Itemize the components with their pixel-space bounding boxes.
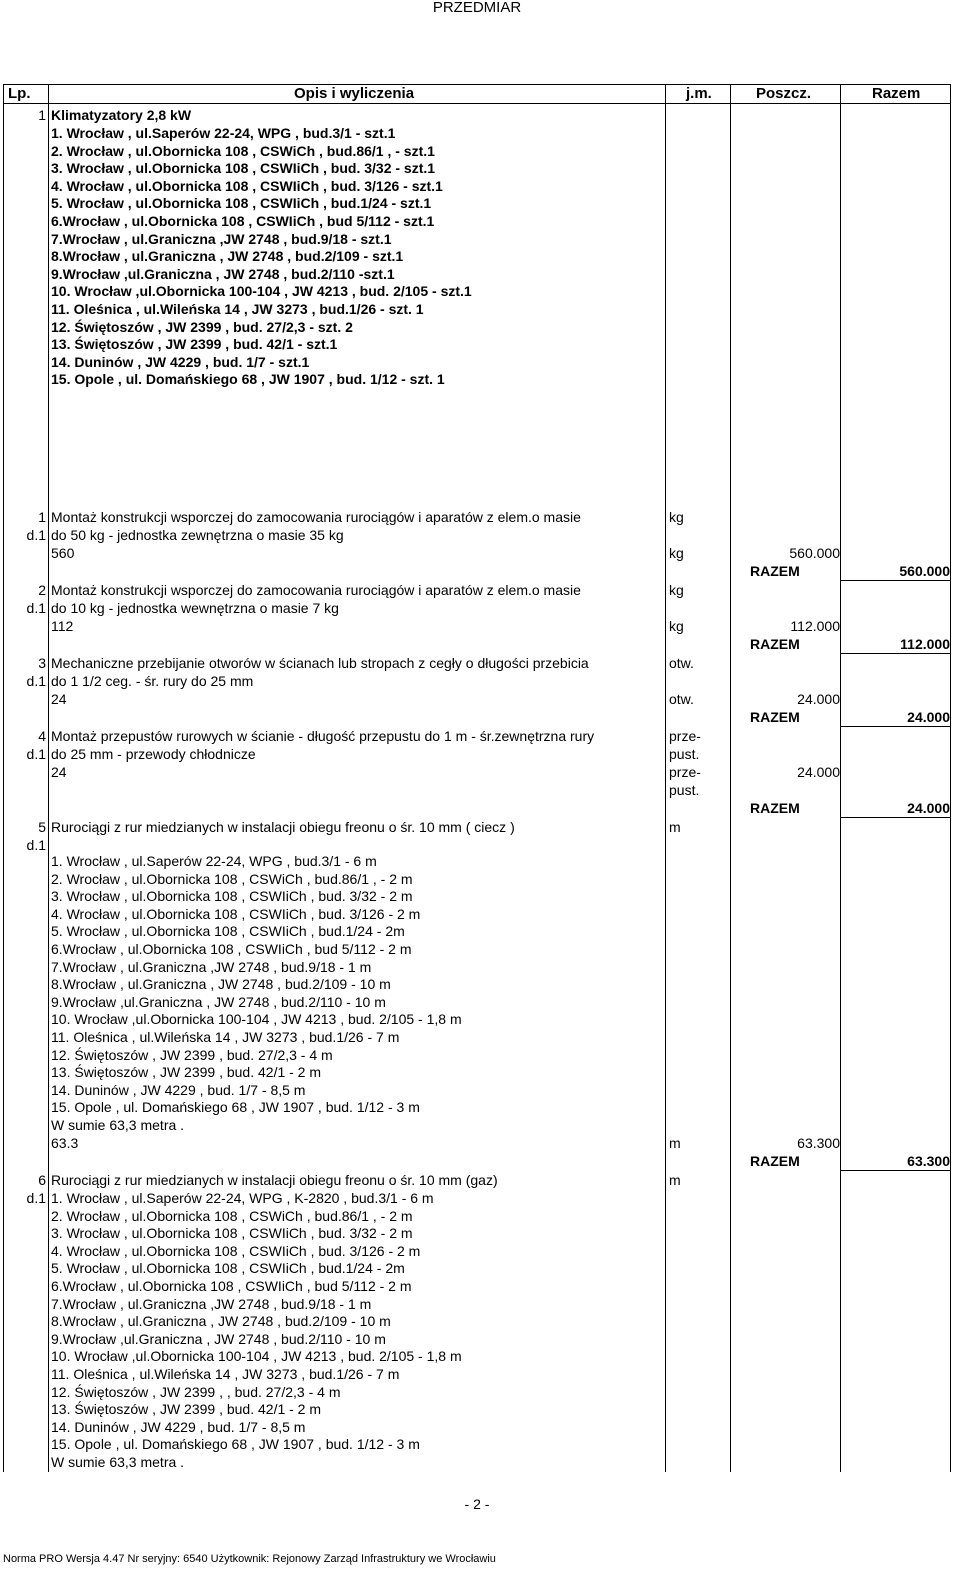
frame-left: [3, 84, 4, 1472]
item1-desc-line2: do 50 kg - jednostka zewnętrzna o masie 35 kg: [51, 527, 344, 543]
list-item: 12. Świętoszów , JW 2399 , bud. 27/2,3 - 4 m: [51, 1046, 333, 1063]
item3-razem: 24.000: [907, 709, 950, 725]
list-item: 9.Wrocław ,ul.Graniczna , JW 2748 , bud.2/110 - 10 m: [51, 1330, 386, 1347]
item1-razem-line: [840, 580, 950, 581]
list-item: 10. Wrocław ,ul.Obornicka 100-104 , JW 4213 , bud. 2/105 - 1,8 m: [51, 1011, 462, 1028]
list-item: W sumie 63,3 metra .: [51, 1453, 185, 1470]
item5-razem-line: [840, 1170, 950, 1171]
item2-sub: d.1: [26, 600, 46, 616]
item3-sub: d.1: [26, 673, 46, 689]
header-jm: j.m.: [686, 85, 712, 102]
item2-desc-line1: Montaż konstrukcji wsporczej do zamocowania rurociągów i aparatów z elem.o masie: [51, 582, 581, 598]
item3-calc: 24: [51, 691, 67, 707]
item1-razem-label: RAZEM: [750, 563, 800, 579]
item5-jm: m: [669, 819, 681, 835]
section1-list: [51, 125, 472, 389]
section1-title: Klimatyzatory 2,8 kW: [51, 107, 192, 123]
item5-lp: 5: [38, 819, 46, 835]
list-item: 63.3: [51, 1134, 79, 1151]
page-number: - 2 -: [464, 1496, 490, 1512]
list-item: 3. Wrocław , ul.Obornicka 108 , CSWIiCh , bud. 3/32 - szt.1: [51, 160, 436, 177]
item4-sub: d.1: [26, 746, 46, 762]
list-item: 8.Wrocław , ul.Graniczna , JW 2748 , bud.2/109 - 10 m: [51, 1313, 391, 1330]
list-item: 4. Wrocław , ul.Obornicka 108 , CSWIiCh , bud. 3/126 - 2 m: [51, 1242, 421, 1259]
list-item: 13. Świętoszów , JW 2399 , bud. 42/1 - 2 m: [51, 1401, 322, 1418]
list-item: 2. Wrocław , ul.Obornicka 108 , CSWiCh , bud.86/1 , - szt.1: [51, 142, 435, 159]
item5-poszcz: 63.300: [797, 1135, 840, 1151]
item4-desc-line1: Montaż przepustów rurowych w ścianie - długość przepustu do 1 m - śr.zewnętrzna rury: [51, 728, 595, 744]
list-item: 3. Wrocław , ul.Obornicka 108 , CSWIiCh , bud. 3/32 - 2 m: [51, 888, 413, 905]
list-item: 12. Świętoszów , JW 2399 , bud. 27/2,3 - szt. 2: [51, 318, 353, 335]
list-item: 13. Świętoszów , JW 2399 , bud. 42/1 - szt.1: [51, 336, 338, 353]
list-item: 1. Wrocław , ul.Saperów 22-24, WPG , K-2820 , bud.3/1 - 6 m: [51, 1190, 434, 1206]
list-item: 7.Wrocław , ul.Graniczna ,JW 2748 , bud.9/18 - 1 m: [51, 958, 372, 975]
item3-lp: 3: [38, 655, 46, 671]
list-item: 11. Oleśnica , ul.Wileńska 14 , JW 3273 , bud.1/26 - 7 m: [51, 1365, 400, 1382]
item1-poszcz: 560.000: [789, 545, 840, 561]
list-item: 10. Wrocław ,ul.Obornicka 100-104 , JW 4213 , bud. 2/105 - szt.1: [51, 283, 472, 300]
section1-lp: 1: [38, 107, 46, 123]
list-item: 10. Wrocław ,ul.Obornicka 100-104 , JW 4213 , bud. 2/105 - 1,8 m: [51, 1348, 462, 1365]
list-item: 8.Wrocław , ul.Graniczna , JW 2748 , bud.2/109 - szt.1: [51, 248, 404, 265]
item3-razem-line: [840, 726, 950, 727]
list-item: 5. Wrocław , ul.Obornicka 108 , CSWIiCh , bud.1/24 - 2m: [51, 1260, 405, 1277]
item4-calc: 24: [51, 764, 67, 780]
frame-lp: [48, 84, 49, 1472]
item3-calc-jm: otw.: [669, 691, 694, 707]
list-item: 14. Duninów , JW 4229 , bud. 1/7 - 8,5 m: [51, 1081, 306, 1098]
item3-poszcz: 24.000: [797, 691, 840, 707]
item5-title: Rurociągi z rur miedzianych w instalacji obiegu freonu o śr. 10 mm ( ciecz ): [51, 819, 515, 835]
item4-calc-jm2: pust.: [669, 782, 700, 798]
item6-lp: 6: [38, 1172, 46, 1188]
list-item: 2. Wrocław , ul.Obornicka 108 , CSWiCh , bud.86/1 , - 2 m: [51, 870, 413, 887]
item2-razem-label: RAZEM: [750, 636, 800, 652]
item4-razem: 24.000: [907, 800, 950, 816]
list-item: 9.Wrocław ,ul.Graniczna , JW 2748 , bud.2/110 - 10 m: [51, 993, 386, 1010]
item6-title: Rurociągi z rur miedzianych w instalacji obiegu freonu o śr. 10 mm (gaz): [51, 1172, 498, 1188]
item3-jm: otw.: [669, 655, 694, 671]
list-item: 7.Wrocław , ul.Graniczna ,JW 2748 , bud.9/18 - 1 m: [51, 1295, 372, 1312]
frame-desc: [665, 84, 666, 1472]
item1-calc: 560: [51, 545, 75, 561]
item5-list: [51, 853, 462, 1152]
list-item: 15. Opole , ul. Domańskiego 68 , JW 1907 , bud. 1/12 - 3 m: [51, 1436, 420, 1453]
item1-sub: d.1: [26, 527, 46, 543]
item6-jm: m: [669, 1172, 681, 1188]
item2-poszcz: 112.000: [790, 618, 840, 634]
item4-lp: 4: [38, 728, 46, 744]
item4-jm: prze-: [669, 728, 701, 744]
frame-poszcz: [840, 84, 841, 1472]
list-item: 11. Oleśnica , ul.Wileńska 14 , JW 3273 , bud.1/26 - szt. 1: [51, 300, 424, 317]
header-razem: Razem: [872, 85, 921, 102]
item2-calc-jm: kg: [669, 618, 684, 634]
list-item: 15. Opole , ul. Domańskiego 68 , JW 1907 , bud. 1/12 - 3 m: [51, 1099, 420, 1116]
item4-calc-jm: prze-: [669, 764, 701, 780]
list-item: 14. Duninów , JW 4229 , bud. 1/7 - szt.1: [51, 353, 310, 370]
list-item: 4. Wrocław , ul.Obornicka 108 , CSWIiCh , bud. 3/126 - 2 m: [51, 905, 421, 922]
list-item: 1. Wrocław , ul.Saperów 22-24, WPG , bud.3/1 - szt.1: [51, 125, 396, 141]
page-title: PRZEDMIAR: [432, 0, 522, 16]
item5-calc-jm: m: [669, 1135, 681, 1151]
header-lp: Lp.: [8, 85, 31, 102]
item2-lp: 2: [38, 582, 46, 598]
list-item: 12. Świętoszów , JW 2399 , , bud. 27/2,3 - 4 m: [51, 1383, 341, 1400]
item2-desc-line2: do 10 kg - jednostka wewnętrzna o masie 7 kg: [51, 600, 339, 616]
list-item: 1. Wrocław , ul.Saperów 22-24, WPG , bud.3/1 - 6 m: [51, 853, 377, 869]
item1-jm: kg: [669, 509, 684, 525]
list-item: W sumie 63,3 metra .: [51, 1116, 185, 1133]
list-item: 5. Wrocław , ul.Obornicka 108 , CSWIiCh , bud.1/24 - 2m: [51, 923, 405, 940]
list-item: 3. Wrocław , ul.Obornicka 108 , CSWIiCh , bud. 3/32 - 2 m: [51, 1225, 413, 1242]
item4-razem-label: RAZEM: [750, 800, 800, 816]
item2-calc: 112: [51, 618, 74, 634]
list-item: 4. Wrocław , ul.Obornicka 108 , CSWIiCh , bud. 3/126 - szt.1: [51, 177, 443, 194]
item5-sub: d.1: [26, 837, 46, 853]
list-item: 15. Opole , ul. Domańskiego 68 , JW 1907 , bud. 1/12 - szt. 1: [51, 371, 445, 388]
list-item: 6.Wrocław , ul.Obornicka 108 , CSWIiCh , bud 5/112 - szt.1: [51, 212, 435, 229]
item2-razem: 112.000: [900, 636, 950, 652]
header-poszcz: Poszcz.: [756, 85, 812, 102]
list-item: 9.Wrocław ,ul.Graniczna , JW 2748 , bud.2/110 -szt.1: [51, 265, 395, 282]
frame-jm: [730, 84, 731, 1472]
list-item: 5. Wrocław , ul.Obornicka 108 , CSWIiCh , bud.1/24 - szt.1: [51, 195, 432, 212]
header-opis: Opis i wyliczenia: [294, 85, 415, 102]
list-item: 2. Wrocław , ul.Obornicka 108 , CSWiCh , bud.86/1 , - 2 m: [51, 1207, 413, 1224]
item1-calc-jm: kg: [669, 545, 684, 561]
list-item: 7.Wrocław , ul.Graniczna ,JW 2748 , bud.9/18 - szt.1: [51, 230, 392, 247]
item6-sub: d.1: [26, 1190, 46, 1206]
list-item: 6.Wrocław , ul.Obornicka 108 , CSWIiCh , bud 5/112 - 2 m: [51, 940, 412, 957]
item1-lp: 1: [38, 509, 46, 525]
list-item: 11. Oleśnica , ul.Wileńska 14 , JW 3273 , bud.1/26 - 7 m: [51, 1028, 400, 1045]
item4-poszcz: 24.000: [797, 764, 840, 780]
item3-desc-line1: Mechaniczne przebijanie otworów w ścianach lub stropach z cegły o długości przebicia: [51, 655, 589, 671]
list-item: 14. Duninów , JW 4229 , bud. 1/7 - 8,5 m: [51, 1418, 306, 1435]
item1-razem: 560.000: [899, 563, 950, 579]
item6-list: [51, 1190, 462, 1472]
footer-text: Norma PRO Wersja 4.47 Nr seryjny: 6540 Użytkownik: Rejonowy Zarząd Infrastruktury we Wrocławiu: [3, 1553, 496, 1565]
item5-razem-label: RAZEM: [750, 1153, 800, 1169]
item2-jm: kg: [669, 582, 684, 598]
list-item: 13. Świętoszów , JW 2399 , bud. 42/1 - 2 m: [51, 1064, 322, 1081]
header-bottom-border: [3, 103, 950, 104]
item4-razem-line: [840, 817, 950, 818]
list-item: 8.Wrocław , ul.Graniczna , JW 2748 , bud.2/109 - 10 m: [51, 976, 391, 993]
item2-razem-line: [840, 653, 950, 654]
item1-desc-line1: Montaż konstrukcji wsporczej do zamocowania rurociągów i aparatów z elem.o masie: [51, 509, 581, 525]
item5-razem: 63.300: [907, 1153, 950, 1169]
list-item: 6.Wrocław , ul.Obornicka 108 , CSWIiCh , bud 5/112 - 2 m: [51, 1277, 412, 1294]
frame-right: [950, 84, 951, 1472]
item3-razem-label: RAZEM: [750, 709, 800, 725]
item3-desc-line2: do 1 1/2 ceg. - śr. rury do 25 mm: [51, 673, 254, 689]
item4-jm2: pust.: [669, 746, 700, 762]
item4-desc-line2: do 25 mm - przewody chłodnicze: [51, 746, 256, 762]
